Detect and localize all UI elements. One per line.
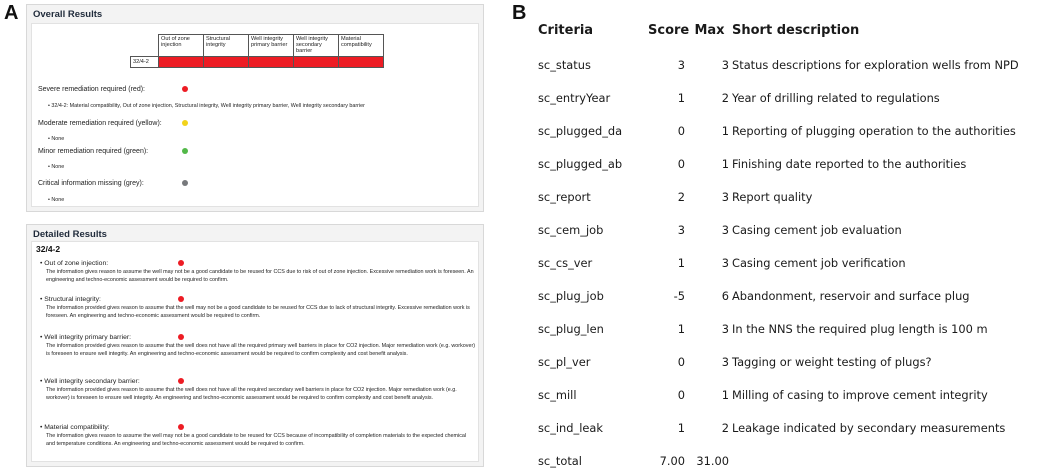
max-cell: 2 <box>721 420 729 435</box>
minor-remediation-label: Minor remediation required (green): <box>38 148 149 155</box>
criteria-cell: sc_cs_ver <box>538 255 593 270</box>
moderate-remediation-label: Moderate remediation required (yellow): <box>38 120 162 127</box>
table-row <box>536 180 1046 213</box>
red-status-dot <box>178 296 184 302</box>
score-cell: 1 <box>677 420 685 435</box>
criteria-cell: sc_report <box>538 189 591 204</box>
max-cell: 6 <box>721 288 729 303</box>
max-cell: 3 <box>721 57 729 72</box>
matrix-header: Structural integrity <box>204 35 249 57</box>
description-cell: Reporting of plugging operation to the authorities <box>732 123 1016 138</box>
well-title: 32/4-2 <box>36 244 61 254</box>
description-cell: Leakage indicated by secondary measurements <box>732 420 1006 435</box>
criteria-cell: sc_plugged_ab <box>538 156 623 171</box>
critical-missing-label: Critical information missing (grey): <box>38 180 144 187</box>
overall-results-body <box>31 23 479 207</box>
red-status-dot <box>178 260 184 266</box>
score-cell: 0 <box>677 123 685 138</box>
header-score: Score <box>648 22 690 38</box>
criteria-cell: sc_status <box>538 57 591 72</box>
minor-remediation-note: • None <box>48 164 65 170</box>
criteria-cell: sc_plug_job <box>538 288 604 303</box>
matrix-header: Well integrity secondary barrier <box>294 35 339 57</box>
critical-missing-note: • None <box>48 197 65 203</box>
yellow-status-dot <box>182 120 188 126</box>
score-cell: 1 <box>677 90 685 105</box>
description-cell: Year of drilling related to regulations <box>732 90 940 105</box>
overall-results-title: Overall Results <box>33 9 103 20</box>
header-criteria: Criteria <box>538 22 594 38</box>
description-cell: Tagging or weight testing of plugs? <box>732 354 932 369</box>
detail-item-label: • Out of zone injection: <box>40 260 109 267</box>
detail-item-description: The information provided gives reason to assume that the well does not have all the required secondary well barriers in place for CO2 injection. Major remediation work (e.g. workover) is foreseen to ensure well integrity. An engineering and techno-economic assessment would be required to confirm complexity and cost benefit analysis. <box>46 387 457 401</box>
criteria-cell: sc_mill <box>538 387 577 402</box>
max-cell: 1 <box>721 156 729 171</box>
description-cell: In the NNS the required plug length is 100 m <box>732 321 988 336</box>
panel-a-letter: A <box>4 2 19 24</box>
criteria-cell: sc_plug_len <box>538 321 604 336</box>
grey-status-dot <box>182 180 188 186</box>
description-cell: Casing cement job verification <box>732 255 906 270</box>
matrix-header: Material compatibility <box>339 35 384 57</box>
description-cell: Casing cement job evaluation <box>732 222 902 237</box>
red-status-dot <box>178 424 184 430</box>
matrix-cell-red <box>204 56 249 67</box>
detail-item-label: • Structural integrity: <box>40 296 101 303</box>
matrix-corner <box>131 35 159 57</box>
max-cell: 3 <box>721 222 729 237</box>
table-row <box>536 147 1046 180</box>
detail-item-label: • Well integrity secondary barrier: <box>40 378 140 385</box>
max-cell: 3 <box>721 321 729 336</box>
description-cell: Milling of casing to improve cement integrity <box>732 387 988 402</box>
description-cell: Finishing date reported to the authorities <box>732 156 967 171</box>
criteria-cell: sc_entryYear <box>538 90 611 105</box>
detail-item-label: • Material compatibility: <box>40 424 110 431</box>
score-cell: 3 <box>677 222 685 237</box>
detailed-results-title: Detailed Results <box>33 229 107 240</box>
score-cell: 3 <box>677 57 685 72</box>
score-cell: 0 <box>677 387 685 402</box>
max-cell: 3 <box>721 189 729 204</box>
score-cell: 1 <box>677 255 685 270</box>
detailed-results-body <box>31 241 479 462</box>
matrix-cell-red <box>339 56 384 67</box>
red-status-dot <box>178 334 184 340</box>
detail-item-description: The information gives reason to assume the well may not be a good candidate to be reused for CCS because of incompatibility of completion materials to the expected chemical and temperature conditions. An engineering and techno-economic assessment would be required to confirm. <box>46 433 467 447</box>
green-status-dot <box>182 148 188 154</box>
table-row <box>536 345 1046 378</box>
header-description: Short description <box>732 22 860 38</box>
max-cell: 2 <box>721 90 729 105</box>
table-row <box>536 312 1046 345</box>
score-cell: 0 <box>677 156 685 171</box>
total-criteria-cell: sc_total <box>538 453 582 468</box>
table-row <box>536 378 1046 411</box>
description-cell: Abandonment, reservoir and surface plug <box>732 288 970 303</box>
red-status-dot <box>182 86 188 92</box>
matrix-row-label: 32/4-2 <box>131 56 159 67</box>
severe-remediation-label: Severe remediation required (red): <box>38 86 145 93</box>
table-row <box>536 48 1046 81</box>
score-cell: 1 <box>677 321 685 336</box>
moderate-remediation-note: • None <box>48 136 65 142</box>
overall-results-panel <box>26 4 484 212</box>
total-max-cell: 31.00 <box>696 453 729 468</box>
results-matrix <box>130 34 384 68</box>
max-cell: 1 <box>721 123 729 138</box>
matrix-header: Well integrity primary barrier <box>249 35 294 57</box>
matrix-cell-red <box>294 56 339 67</box>
detail-item-description: The information provided gives reason to assume that the well does not have all the required primary well barriers in place for CO2 injection. Major remediation work (e.g. workover) is foreseen to ensure well integrity. An engineering and techno-economic assessment would be required to confirm complexity and cost benefit analysis. <box>46 343 476 357</box>
matrix-header: Out of zone injection <box>159 35 204 57</box>
detail-item-description: The information gives reason to assume the well may not be a good candidate to be reused for CCS due to risk of out of zone injection. Excessive remediation work is foreseen. An engineering and techno-economic assessment would be required to confirm. <box>46 269 474 283</box>
criteria-cell: sc_cem_job <box>538 222 604 237</box>
criteria-score-table <box>536 12 1046 474</box>
description-cell: Report quality <box>732 189 813 204</box>
criteria-table-header <box>536 12 1046 48</box>
criteria-cell: sc_plugged_da <box>538 123 623 138</box>
red-status-dot <box>178 378 184 384</box>
criteria-cell: sc_pl_ver <box>538 354 591 369</box>
score-cell: -5 <box>673 288 685 303</box>
matrix-cell-red <box>159 56 204 67</box>
table-row <box>536 213 1046 246</box>
criteria-cell: sc_ind_leak <box>538 420 603 435</box>
detailed-results-panel <box>26 224 484 467</box>
description-cell: Status descriptions for exploration wells from NPD <box>732 57 1019 72</box>
score-cell: 2 <box>677 189 685 204</box>
severe-remediation-note: • 32/4-2: Material compatibility, Out of zone injection, Structural integrity, Well integrity primary barrier, Well integrity secondary barrier <box>48 103 365 109</box>
detail-item-description: The information provided gives reason to assume that the well may not be a good candidate to be reused for CCS due to lack of structural integrity. Excessive remediation work is foreseen. An engineering and techno-economic assessment would be required to confirm. <box>46 305 470 319</box>
max-cell: 3 <box>721 255 729 270</box>
table-row <box>536 81 1046 114</box>
max-cell: 3 <box>721 354 729 369</box>
total-score-cell: 7.00 <box>659 453 685 468</box>
max-cell: 1 <box>721 387 729 402</box>
table-row <box>536 411 1046 444</box>
total-row <box>536 444 1046 474</box>
table-row <box>536 279 1046 312</box>
total-description-cell <box>732 444 1046 474</box>
header-max: Max <box>694 22 725 38</box>
detail-item-label: • Well integrity primary barrier: <box>40 334 132 341</box>
matrix-cell-red <box>249 56 294 67</box>
table-row <box>536 114 1046 147</box>
score-cell: 0 <box>677 354 685 369</box>
panel-b-letter: B <box>512 2 527 24</box>
table-row <box>536 246 1046 279</box>
